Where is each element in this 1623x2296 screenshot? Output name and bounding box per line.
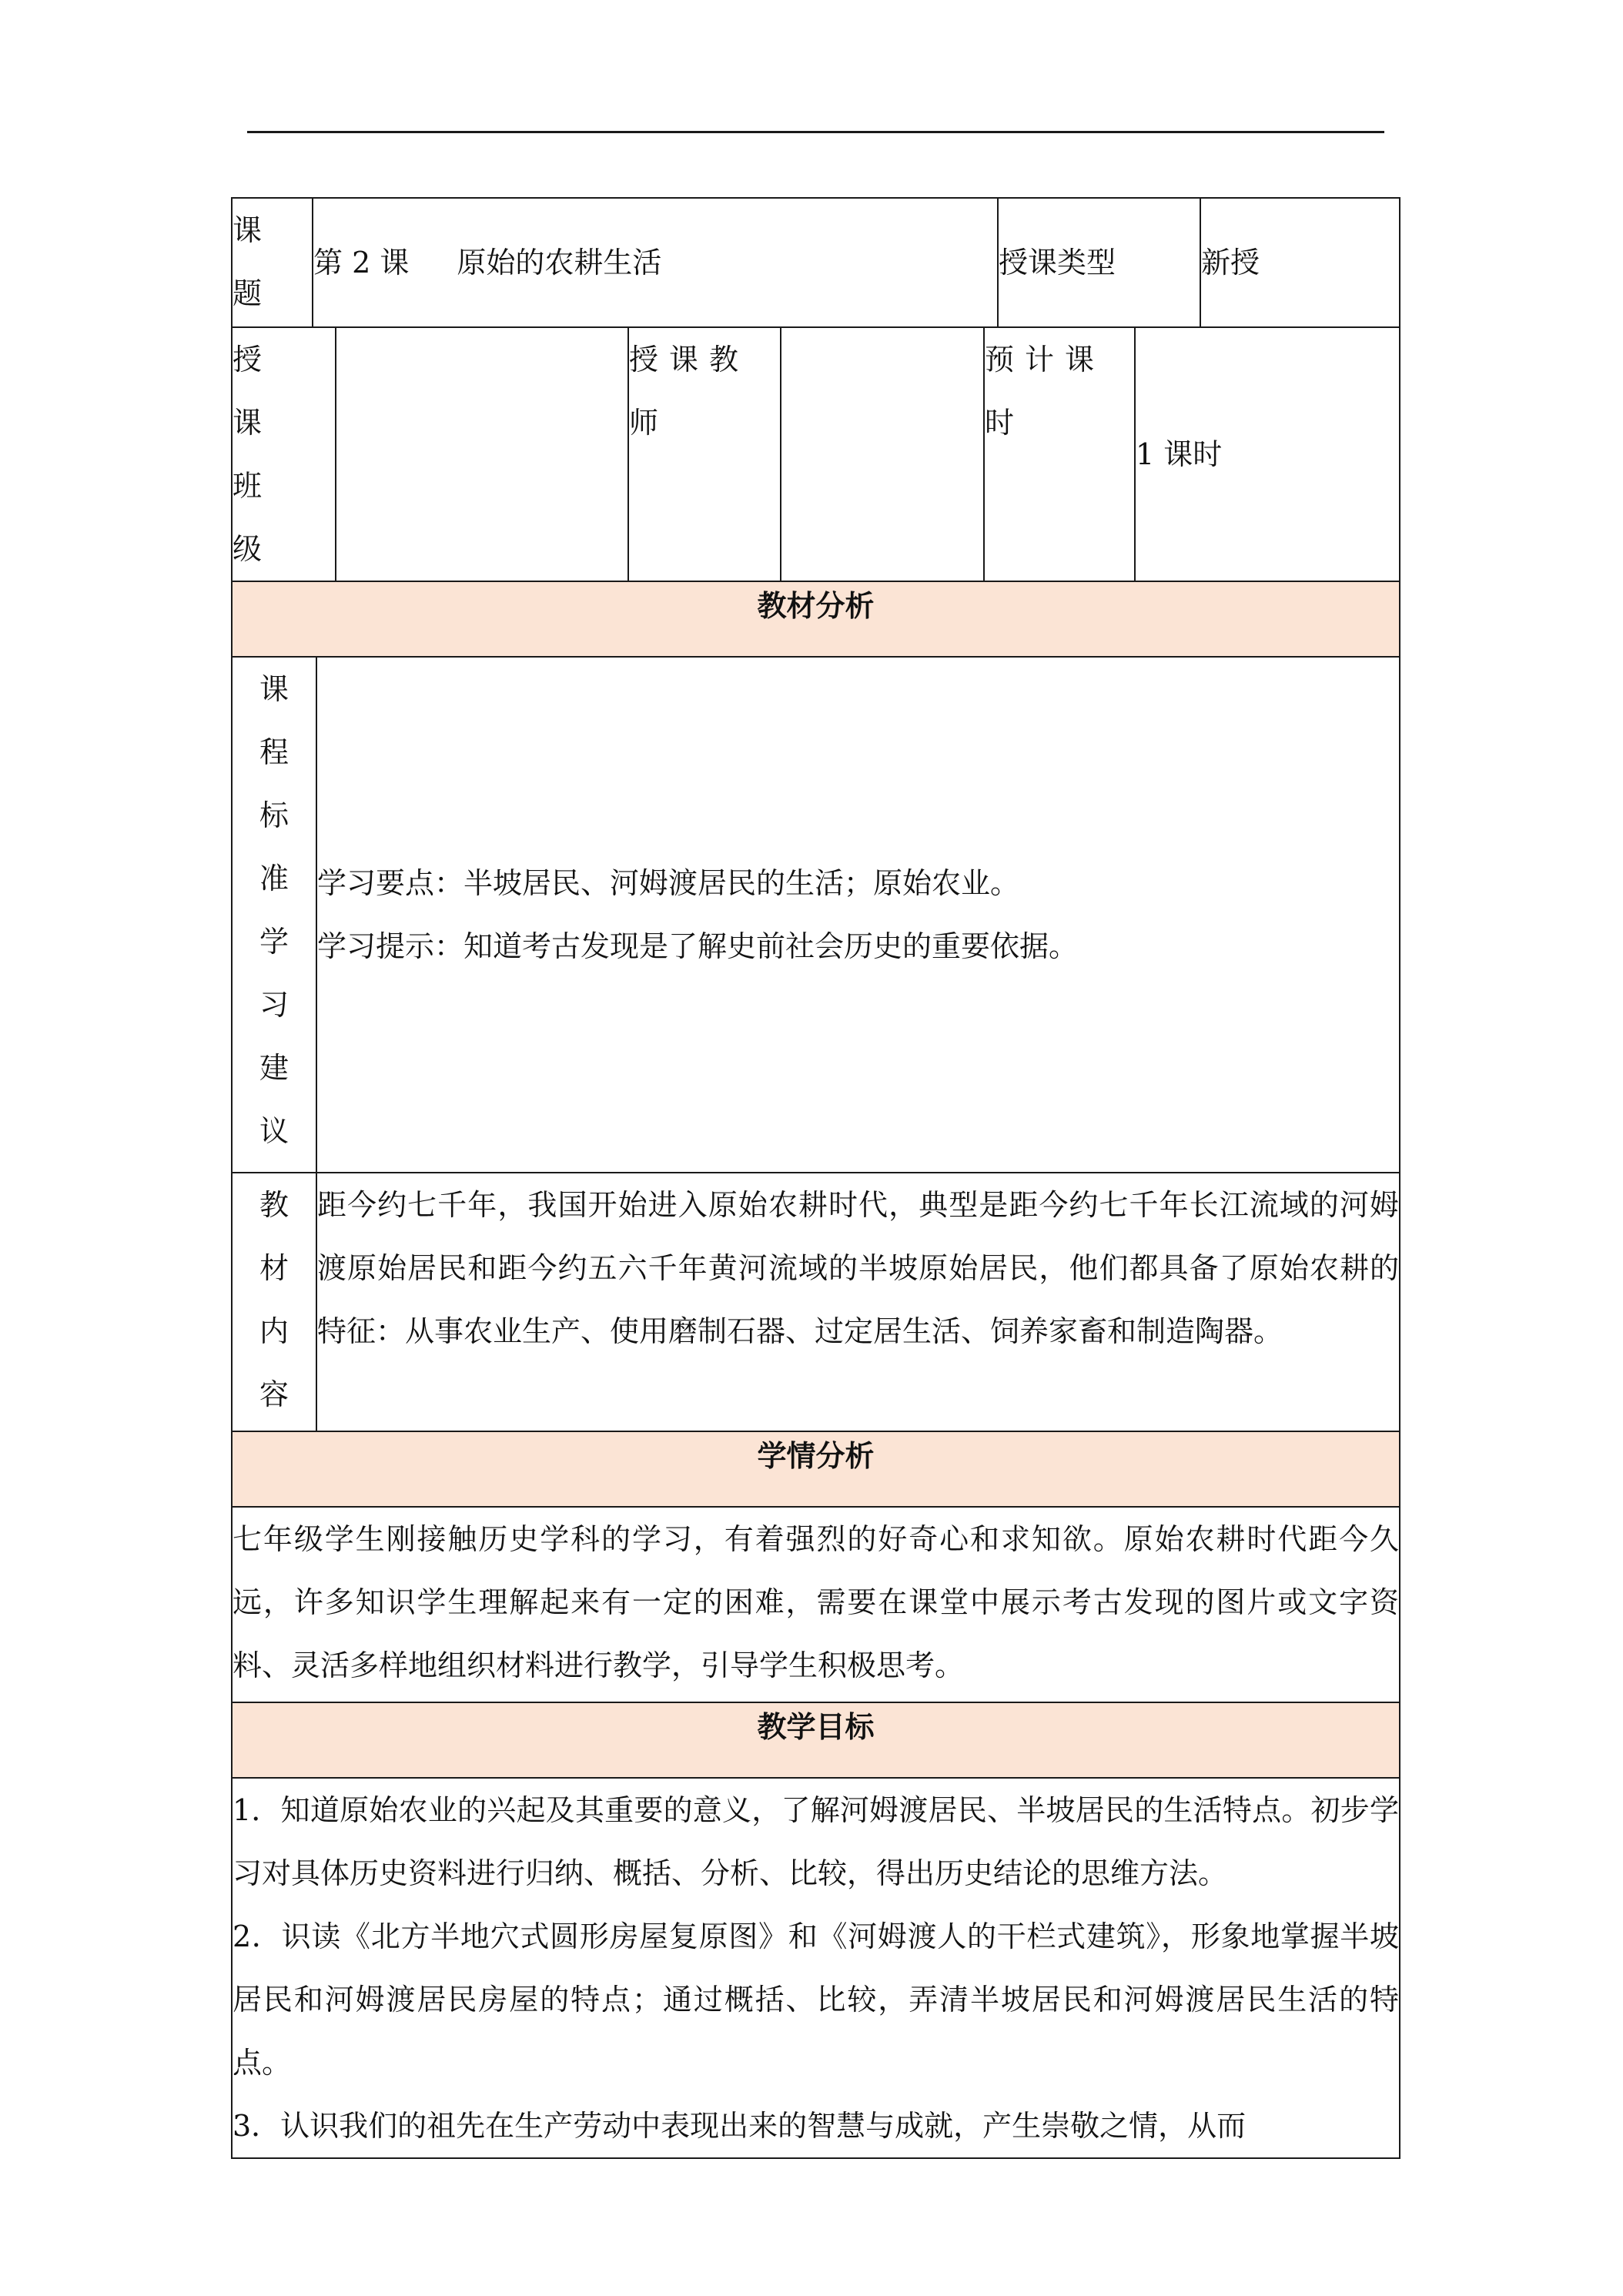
body-table: [231, 581, 1400, 2159]
content-text-cell: [316, 1173, 1400, 1431]
class-label-cell: [232, 327, 336, 581]
content-label-cell: [232, 1173, 316, 1431]
type-value-cell: [1200, 198, 1400, 327]
content-text: 距今约七千年，我国开始进入原始农耕时代，典型是距今约七千年长江流域的河姆渡原始居民和距今约五六千年黄河流域的半坡原始居民，他们都具备了原始农耕的特征：从事农业生产、使用磨制石器、过定居生活、饲养家畜和制造陶器。: [317, 1188, 1400, 1348]
goal-item: 1．知道原始农业的兴起及其重要的意义，了解河姆渡居民、半坡居民的生活特点。初步学习对具体历史资料进行归纳、概括、分析、比较，得出历史结论的思维方法。: [233, 1793, 1400, 1890]
topic-label-cell: [232, 198, 313, 327]
teacher-label: 授课教师: [629, 343, 750, 440]
hours-value: 1 课时: [1136, 437, 1223, 471]
goals-cell: [232, 1778, 1400, 2158]
type-label-cell: [998, 198, 1200, 327]
curriculum-line: 学习提示：知道考古发现是了解史前社会历史的重要依据。: [317, 929, 1079, 963]
section-heading: 教材分析: [232, 581, 1400, 657]
topic-value-cell: [313, 198, 998, 327]
header-rule: [247, 131, 1384, 133]
hours-value-cell: [1135, 327, 1400, 581]
section-student-analysis: [232, 1431, 1400, 1507]
topic-row: [231, 197, 1400, 328]
type-value: 新授: [1201, 246, 1260, 279]
student-text: 七年级学生刚接触历史学科的学习，有着强烈的好奇心和求知欲。原始农耕时代距今久远，许多知识学生理解起来有一定的困难，需要在课堂中展示考古发现的图片或文字资料、灵活多样地组织材料进行教学，引导学生积极思考。: [233, 1522, 1400, 1682]
teacher-label-cell: [628, 327, 781, 581]
topic-value: [313, 231, 997, 294]
teacher-value-cell: [781, 327, 984, 581]
info-row: [231, 326, 1400, 582]
topic-label: 课题: [233, 213, 263, 310]
curriculum-label-cell: [232, 657, 316, 1173]
section-material-analysis: [232, 581, 1400, 657]
class-label: 授课班级: [233, 343, 273, 566]
student-row: [232, 1507, 1400, 1702]
section-heading: 学情分析: [232, 1431, 1400, 1507]
section-teaching-goals: [232, 1702, 1400, 1778]
lesson-plan-table: [231, 197, 1399, 2159]
curriculum-content-cell: [316, 657, 1400, 1173]
goal-item: 2．识读《北方半地穴式圆形房屋复原图》和《河姆渡人的干栏式建筑》，形象地掌握半坡居民和河姆渡居民房屋的特点；通过概括、比较，弄清半坡居民和河姆渡居民生活的特点。: [233, 1919, 1400, 2080]
content-label: 教材内容: [259, 1188, 289, 1411]
hours-label: 预计课时: [985, 343, 1106, 440]
goals-list: [233, 1779, 1399, 2157]
student-text-cell: [232, 1507, 1400, 1702]
topic-title: 原始的农耕生活: [457, 246, 662, 279]
topic-lesson: 第 2 课: [313, 246, 410, 279]
type-label: 授课类型: [999, 246, 1116, 279]
class-value-cell: [336, 327, 628, 581]
goals-row: [232, 1778, 1400, 2158]
curriculum-lines: [317, 852, 1399, 978]
curriculum-label: 课程标准学习建议: [259, 672, 289, 1148]
content-row: [232, 1173, 1400, 1431]
curriculum-row: [232, 657, 1400, 1173]
hours-label-cell: [984, 327, 1135, 581]
goal-item: 3．认识我们的祖先在生产劳动中表现出来的智慧与成就，产生崇敬之情，从而: [233, 2109, 1247, 2143]
section-heading: 教学目标: [232, 1702, 1400, 1778]
curriculum-line: 学习要点：半坡居民、河姆渡居民的生活；原始农业。: [317, 866, 1020, 900]
